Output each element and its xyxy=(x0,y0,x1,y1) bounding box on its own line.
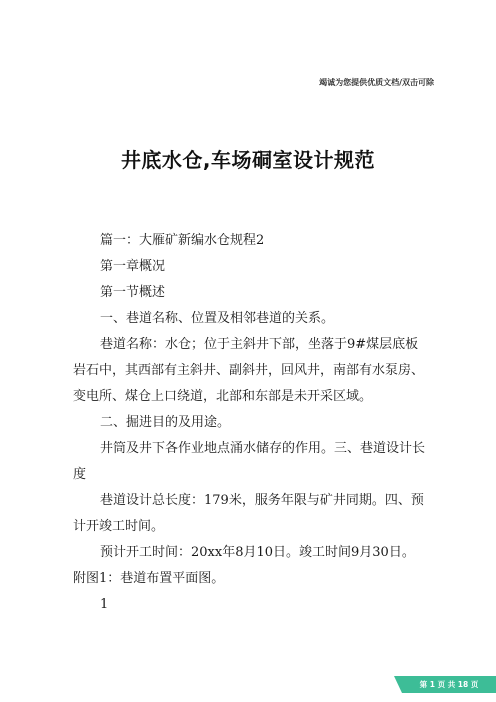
paragraph-9: 预计开工时间：20xx年8月10日。竣工时间9月30日。附图1：巷道布置平面图。 xyxy=(73,545,415,586)
paragraph-1: 篇一：大雁矿新编水仓规程2 xyxy=(100,233,265,248)
paragraph-2: 第一章概况 xyxy=(100,259,166,274)
paragraph-4: 一、巷道名称、位置及相邻巷道的关系。 xyxy=(100,311,335,326)
paragraph-5: 巷道名称：水仓；位于主斜井下部，坐落于9#煤层底板岩石中，其西部有主斜井、副斜井，回风井，南部有水泵房、变电所、煤仓上口绕道，北部和东部是未开采区域。 xyxy=(73,337,425,404)
paragraph-3: 第一节概述 xyxy=(100,285,166,300)
header-note: 竭诚为您提供优质文档/双击可除 xyxy=(319,78,434,87)
document-body xyxy=(73,228,425,618)
paragraph-6: 二、掘进目的及用途。 xyxy=(100,415,231,430)
document-title: 井底水仓,车场硐室设计规范 xyxy=(120,148,376,172)
paragraph-7: 井筒及井下各作业地点涌水储存的作用。三、巷道设计长度 xyxy=(73,441,426,482)
page-marker: 1 xyxy=(100,597,109,612)
page-indicator-badge: 第 1 页 共 18 页 xyxy=(402,676,496,693)
paragraph-8: 巷道设计总长度：179米，服务年限与矿井同期。四、预计开竣工时间。 xyxy=(73,493,424,534)
